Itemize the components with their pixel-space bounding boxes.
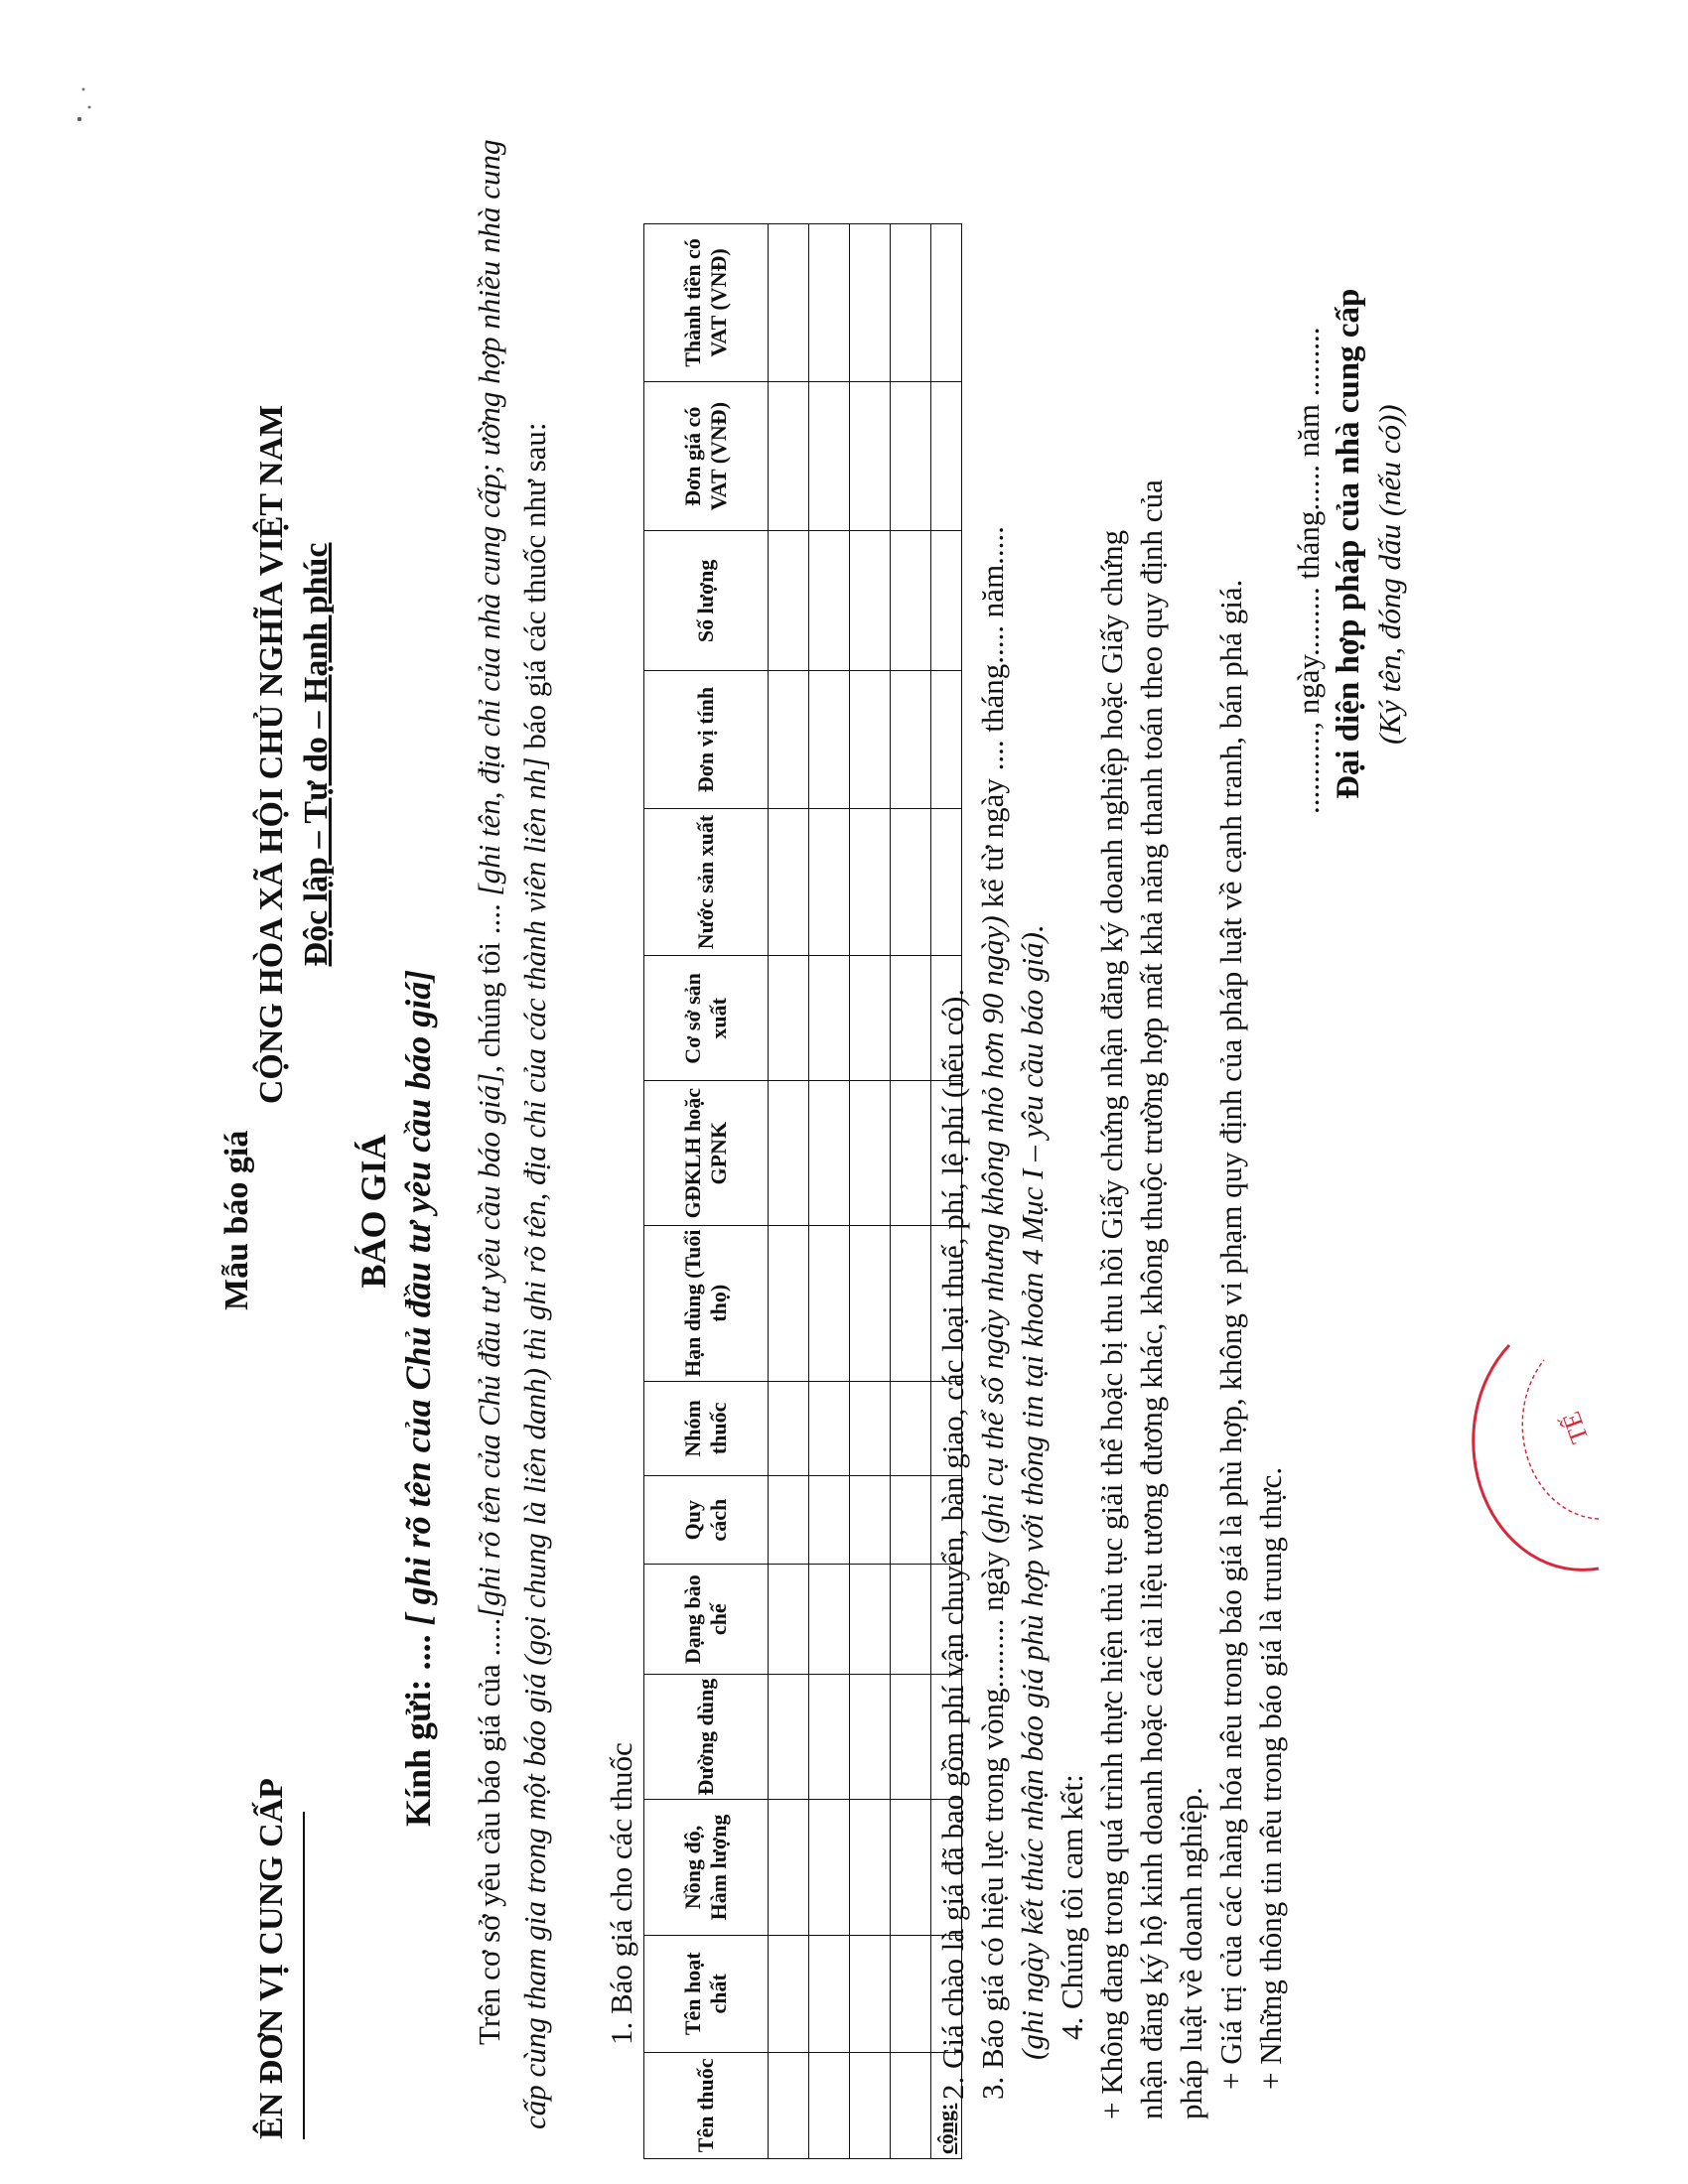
table-cell[interactable] [891, 1476, 931, 1565]
table-cell[interactable] [850, 224, 891, 382]
table-cell[interactable] [891, 1225, 931, 1381]
table-cell[interactable] [769, 381, 809, 530]
terms-list [933, 94, 1291, 2129]
table-cell[interactable] [891, 224, 931, 382]
table-cell[interactable] [809, 1476, 850, 1565]
table-header-cell: Dạng bào chế [644, 1565, 769, 1675]
table-cell[interactable] [850, 1935, 891, 2052]
table-cell[interactable] [850, 956, 891, 1081]
table-cell[interactable] [891, 956, 931, 1081]
national-title: CỘNG HÒA XÃ HỘI CHỦ NGHĨA VIỆT NAM [253, 404, 290, 1105]
quotation-table [643, 223, 962, 2159]
table-header-cell: Số lượng [644, 531, 769, 671]
table-cell[interactable] [850, 1381, 891, 1476]
supplier-name-label: ÊN ĐƠN VỊ CUNG CẤP [253, 1778, 290, 2139]
table-cell[interactable] [809, 531, 850, 671]
table-cell[interactable] [891, 1675, 931, 1800]
table-cell[interactable] [769, 808, 809, 956]
table-cell[interactable] [850, 671, 891, 808]
table-cell[interactable] [850, 1800, 891, 1936]
table-header-cell: Tên hoạt chất [644, 1935, 769, 2052]
table-cell[interactable] [809, 381, 850, 530]
table-cell[interactable] [809, 1565, 850, 1675]
table-cell[interactable] [809, 1800, 850, 1936]
svg-text:TẾ: TẾ [1556, 1408, 1595, 1447]
total-label: cộng: [931, 2052, 962, 2158]
table-cell[interactable] [769, 956, 809, 1081]
commitment-1: + Không đang trong quá trình thực hiện thủ tục giải thể hoặc bị thu hồi Giấy chứng nhận đăng ký doanh nghiệp hoặc Giấy chứng nhận đăng ký hộ kinh doanh hoặc các tài liệu tương đương khác, không thuộc trường hợp mất khả năng thanh toán theo quy định của pháp luật về doanh nghiệp. [1094, 479, 1208, 2119]
table-cell[interactable] [891, 1935, 931, 2052]
section-heading: 1. Báo giá cho các thuốc [604, 1742, 638, 2045]
table-cell[interactable] [769, 1675, 809, 1800]
table-header-cell: Tên thuốc [644, 2052, 769, 2158]
table-cell[interactable] [769, 1381, 809, 1476]
signature-date: ..........., ngày......... tháng...... năm ......... [1291, 327, 1326, 814]
table-cell[interactable] [769, 1225, 809, 1381]
term-3-note: (ghi ngày kết thúc nhận báo giá phù hợp với thông tin tại khoản 4 Mục I – yêu cầu báo giá). [1015, 924, 1050, 2060]
commitment-2: + Giá trị của các hàng hóa nêu trong báo giá là phù hợp, không vi phạm quy định của pháp luật về cạnh tranh, bán phá giá. [1213, 579, 1248, 2090]
table-cell[interactable] [809, 1081, 850, 1225]
table-cell[interactable] [891, 2052, 931, 2158]
table-cell[interactable] [850, 1225, 891, 1381]
table-cell[interactable] [769, 1800, 809, 1936]
table-row [850, 224, 891, 2159]
table-cell[interactable] [850, 1476, 891, 1565]
table-cell[interactable] [850, 1565, 891, 1675]
table-cell[interactable] [809, 808, 850, 956]
table-header-cell: Nước sản xuất [644, 808, 769, 956]
page-title: BÁO GIÁ [353, 1134, 393, 1289]
intro-paragraph: Trên cơ sở yêu cầu báo giá của .....[ghi rõ tên của Chủ đầu tư yêu cầu báo giá], chúng tôi .... [ghi tên, địa chỉ của nhà cung cấp; ường hợp nhiều nhà cung cấp cùng tham gia trong một báo giá (gọi chung là liên danh) thì ghi rõ tên, địa chỉ của các thành viên liên nh] báo giá các thuốc như sau: [472, 139, 552, 2129]
divider [303, 1812, 305, 2139]
table-cell[interactable] [850, 2052, 891, 2158]
table-cell[interactable] [891, 1381, 931, 1476]
table-cell[interactable] [891, 1081, 931, 1225]
table-cell[interactable] [769, 1565, 809, 1675]
table-cell[interactable] [809, 1675, 850, 1800]
table-cell[interactable] [769, 1081, 809, 1225]
table-cell[interactable] [769, 531, 809, 671]
table-cell[interactable] [891, 381, 931, 530]
table-cell[interactable] [769, 671, 809, 808]
national-motto: Độc lập – Tự do – Hạnh phúc [298, 542, 335, 967]
table-cell[interactable] [891, 1800, 931, 1936]
table-cell[interactable] [850, 1675, 891, 1800]
table-row [891, 224, 931, 2159]
table-cell[interactable] [809, 671, 850, 808]
table-cell[interactable] [850, 531, 891, 671]
table-cell[interactable] [809, 224, 850, 382]
table-header-cell: Nhóm thuốc [644, 1381, 769, 1476]
signature-role: Đại diện hợp pháp của nhà cung cấp [1331, 288, 1366, 799]
table-cell[interactable] [891, 808, 931, 956]
table-cell[interactable] [769, 2052, 809, 2158]
table-header-cell: Đơn giá có VAT (VNĐ) [644, 381, 769, 530]
term-3: 3. Báo giá có hiệu lực trong vòng......... ngày (ghi cụ thể số ngày nhưng không nhỏ hơn 90 ngày) kể từ ngày .... tháng..... năm..... [975, 526, 1010, 2100]
table-header-cell: Thành tiền có VAT (VNĐ) [644, 224, 769, 382]
table-cell[interactable] [850, 381, 891, 530]
table-header-row [644, 224, 769, 2159]
table-cell[interactable] [809, 1381, 850, 1476]
signature-note: (Ký tên, đóng dấu (nếu có)) [1372, 404, 1407, 745]
table-header-cell: Cơ sở sản xuất [644, 956, 769, 1081]
table-header-cell: Đường dùng [644, 1675, 769, 1800]
table-cell[interactable] [809, 956, 850, 1081]
table-header-cell: GĐKLH hoặc GPNK [644, 1081, 769, 1225]
table-cell[interactable] [809, 1225, 850, 1381]
table-header-cell: Nồng độ, Hàm lượng [644, 1800, 769, 1936]
scan-specks [60, 69, 104, 129]
term-4: 4. Chúng tôi cam kết: [1055, 1774, 1089, 2040]
commitment-3: + Những thông tin nêu trong báo giá là trung thực. [1253, 1466, 1288, 2090]
table-cell[interactable] [891, 531, 931, 671]
table-row [769, 224, 809, 2159]
term-2: 2. Giá chào là giá đã bao gồm phí vận chuyển, bàn giao, các loại thuế, phí, lệ phí (nếu có). [935, 988, 970, 2100]
table-header-cell: Đơn vị tính [644, 671, 769, 808]
sample-title: Mẫu báo giá [218, 1130, 255, 1310]
table-cell[interactable] [769, 1935, 809, 2052]
red-stamp [1450, 1330, 1609, 1588]
table-cell[interactable] [891, 671, 931, 808]
recipient-line: Kính gửi: .... [ ghi rõ tên của Chủ đầu tư yêu cầu báo giá] [398, 969, 438, 1827]
table-cell[interactable] [769, 224, 809, 382]
table-cell[interactable] [809, 1935, 850, 2052]
table-header-cell: Hạn dùng (Tuổi thọ) [644, 1225, 769, 1381]
table-header-cell: Quy cách [644, 1476, 769, 1565]
table-cell[interactable] [769, 1476, 809, 1565]
table-cell[interactable] [850, 1081, 891, 1225]
table-row [809, 224, 850, 2159]
table-cell[interactable] [809, 2052, 850, 2158]
table-cell[interactable] [891, 1565, 931, 1675]
table-cell[interactable] [850, 808, 891, 956]
